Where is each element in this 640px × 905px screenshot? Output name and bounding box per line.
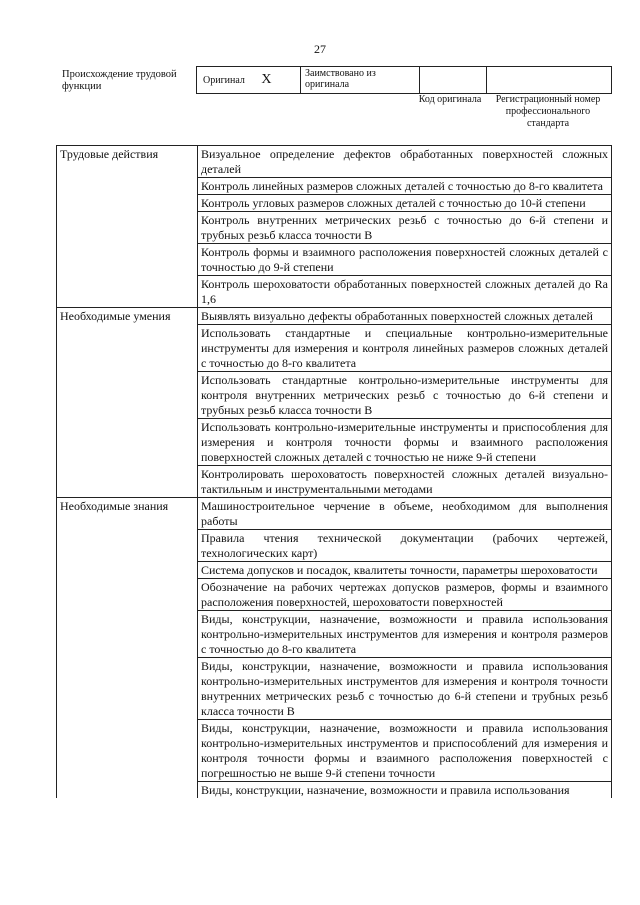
section-label: Необходимые знания [57, 498, 198, 799]
code-caption: Код оригинала [418, 94, 482, 105]
item-text: Виды, конструкции, назначение, возможности и правила использования контрольно-измерительных инструментов для измерения и контроля точности внутренних метрических резьб с точностью до 6-й степени и трубных резьб класса точности В [198, 658, 612, 720]
table-row [57, 308, 612, 325]
reg-number-caption: Регистрационный номер профессионального стандарта [495, 94, 601, 129]
item-text: Виды, конструкции, назначение, возможности и правила использования контрольно-измерительных инструментов для измерения и контроля размеров с точностью до 8-го квалитета [198, 611, 612, 658]
table-row [57, 146, 612, 178]
item-text: Система допусков и посадок, квалитеты точности, параметры шероховатости [198, 562, 612, 579]
item-text: Правила чтения технической документации (рабочих чертежей, технологических карт) [198, 530, 612, 562]
section-label: Необходимые умения [57, 308, 198, 498]
item-text: Визуальное определение дефектов обработанных поверхностей сложных деталей [198, 146, 612, 178]
origin-label: Происхождение трудовой функции [62, 69, 177, 92]
item-text: Контроль внутренних метрических резьб с точностью до 6-й степени и трубных резьб класса точности В [198, 212, 612, 244]
origin-reg-number-cell [487, 67, 612, 94]
item-text: Обозначение на рабочих чертежах допусков размеров, формы и взаимного расположения поверхностей, шероховатости поверхностей [198, 579, 612, 611]
origin-original-mark: X [261, 72, 272, 87]
item-text: Контроль шероховатости обработанных поверхностей сложных деталей до Ra 1,6 [198, 276, 612, 308]
origin-table [196, 66, 612, 94]
origin-original-label: Оригинал [203, 75, 245, 86]
section-label: Трудовые действия [57, 146, 198, 308]
item-text: Контроль формы и взаимного расположения поверхностей сложных деталей с точностью до 9-й степени [198, 244, 612, 276]
origin-original-cell [197, 67, 301, 94]
item-text: Контролировать шероховатость поверхностей сложных деталей визуально-тактильным и инструментальными методами [198, 466, 612, 498]
origin-borrowed-cell: Заимствовано из оригинала [301, 67, 420, 94]
origin-code-cell [420, 67, 487, 94]
item-text: Использовать стандартные и специальные контрольно-измерительные инструменты для измерения и контроля линейных размеров сложных деталей с точностью до 8-го квалитета [198, 325, 612, 372]
item-text: Контроль линейных размеров сложных деталей с точностью до 8-го квалитета [198, 178, 612, 195]
item-text: Использовать стандартные контрольно-измерительные инструменты для контроля внутренних метрических резьб с точностью до 6-й степени и трубных резьб класса точности В [198, 372, 612, 419]
item-text: Выявлять визуально дефекты обработанных поверхностей сложных деталей [198, 308, 612, 325]
table-row [57, 498, 612, 530]
item-text: Машиностроительное черчение в объеме, необходимом для выполнения работы [198, 498, 612, 530]
item-text: Контроль угловых размеров сложных деталей с точностью до 10-й степени [198, 195, 612, 212]
item-text: Использовать контрольно-измерительные инструменты и приспособления для измерения и контроля точности формы и взаимного расположения поверхностей сложных деталей с точностью не ниже 9-й степени [198, 419, 612, 466]
function-details-table [56, 145, 612, 798]
item-text: Виды, конструкции, назначение, возможности и правила использования контрольно-измерительных инструментов и приспособлений для измерения и контроля точности формы и взаимного расположения поверхностей с погрешностью не выше 9-й степени точности [198, 720, 612, 782]
page-number: 27 [314, 42, 326, 56]
item-text: Виды, конструкции, назначение, возможности и правила использования [198, 782, 612, 799]
